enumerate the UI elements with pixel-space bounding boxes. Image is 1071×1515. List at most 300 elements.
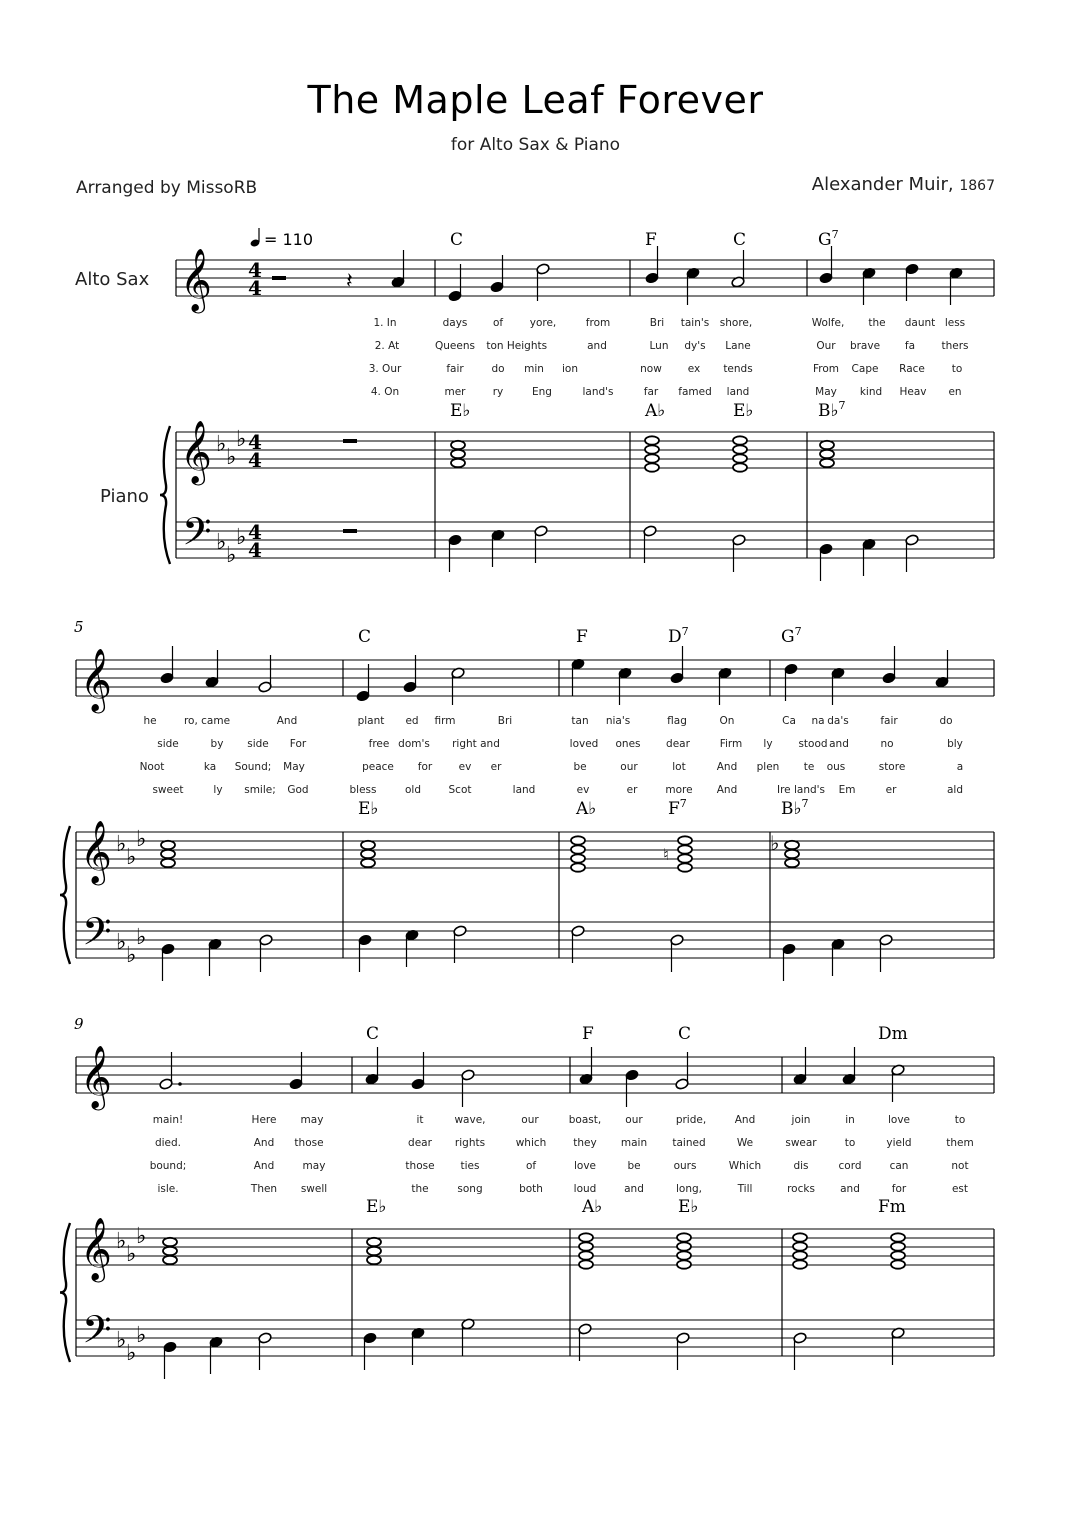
lyric-syllable: stood xyxy=(798,738,828,750)
lyric-syllable: For xyxy=(289,738,307,750)
key-flat-icon: ♭ xyxy=(136,925,147,950)
chord-note-icon xyxy=(367,1247,381,1255)
time-signature-bottom: 4 xyxy=(248,448,262,472)
lyric-syllable: From xyxy=(812,363,840,375)
lyric-syllable: Cape xyxy=(851,363,879,375)
lyric-syllable: them xyxy=(946,1137,974,1149)
instrument-label-piano: Piano xyxy=(100,486,149,507)
lyric-syllable: join xyxy=(791,1114,811,1126)
key-flat-icon: ♭ xyxy=(216,530,227,555)
key-flat-icon: ♭ xyxy=(116,1328,127,1353)
lyric-syllable: Heav xyxy=(899,386,927,398)
sax-chord-symbol: $G^7$ xyxy=(818,228,839,250)
lyric-syllable: our xyxy=(620,761,638,773)
lyric-syllable: wave, xyxy=(454,1114,486,1126)
time-signature-top: 4 xyxy=(248,258,262,282)
lyric-syllable: to xyxy=(951,363,963,375)
lyric-syllable: On xyxy=(719,715,735,727)
bass-clef-icon: 𝄢 xyxy=(82,1307,112,1361)
piano-brace-icon xyxy=(60,826,70,964)
piano-chord-symbol: E♭ xyxy=(678,1197,699,1217)
tempo-value: = 110 xyxy=(264,230,314,249)
lyric-syllable: est xyxy=(951,1183,969,1195)
key-flat-icon: ♭ xyxy=(236,427,247,452)
key-flat-icon: ♭ xyxy=(116,930,127,955)
lyric-syllable: Lun xyxy=(649,340,669,352)
lyric-syllable: Em xyxy=(838,784,856,796)
lyric-syllable: do xyxy=(939,715,953,727)
lyric-syllable: famed xyxy=(678,386,712,398)
chord-note-icon xyxy=(785,850,799,858)
lyric-syllable: for xyxy=(417,761,433,773)
chord-note-icon xyxy=(891,1251,905,1259)
chord-note-icon xyxy=(678,845,692,853)
lyric-syllable: long, xyxy=(676,1183,702,1195)
score-subtitle: for Alto Sax & Piano xyxy=(450,135,621,155)
key-flat-icon: ♭ xyxy=(126,1242,137,1267)
lyric-syllable: And xyxy=(734,1114,756,1126)
key-flat-icon: ♭ xyxy=(136,1323,147,1348)
chord-note-icon xyxy=(579,1233,593,1241)
lyric-syllable: ly xyxy=(763,738,773,750)
lyric-syllable: side xyxy=(157,738,179,750)
chord-note-icon xyxy=(451,450,465,458)
composer-year: 1867 xyxy=(959,178,995,194)
lyric-syllable: er xyxy=(490,761,502,773)
lyric-syllable: ones xyxy=(615,738,641,750)
lyric-syllable: Lane xyxy=(725,340,751,352)
chord-note-icon xyxy=(361,859,375,867)
lyric-syllable: do xyxy=(491,363,505,375)
chord-note-icon xyxy=(677,1251,691,1259)
chord-note-icon xyxy=(785,859,799,867)
lyric-syllable: ly xyxy=(213,784,223,796)
lyric-syllable: bly xyxy=(947,738,963,750)
chord-note-icon xyxy=(361,841,375,849)
lyric-syllable: now xyxy=(640,363,662,375)
lyric-syllable: which xyxy=(515,1137,547,1149)
lyric-syllable: Firm xyxy=(719,738,743,750)
lyric-syllable: swear xyxy=(785,1137,817,1149)
lyric-syllable: ry xyxy=(492,386,504,398)
lyric-syllable: Which xyxy=(728,1160,762,1172)
chord-note-icon xyxy=(678,863,692,871)
lyric-syllable: Queens xyxy=(435,340,475,352)
lyric-syllable: smile; xyxy=(244,784,276,796)
lyric-syllable: te xyxy=(803,761,815,773)
chord-note-icon xyxy=(793,1233,807,1241)
lyric-syllable: mer xyxy=(444,386,466,398)
chord-note-icon xyxy=(163,1247,177,1255)
chord-note-icon xyxy=(163,1256,177,1264)
lyric-syllable: tain's xyxy=(680,317,710,329)
lyric-syllable: those xyxy=(294,1137,324,1149)
chord-note-icon xyxy=(645,454,659,462)
chord-note-icon xyxy=(820,441,834,449)
key-flat-icon: ♭ xyxy=(126,845,137,870)
chord-note-icon xyxy=(451,459,465,467)
piano-chord-symbol: E♭ xyxy=(450,401,471,421)
chord-note-icon xyxy=(571,836,585,844)
lyric-syllable: tained xyxy=(672,1137,706,1149)
lyric-syllable: Bri xyxy=(649,317,665,329)
lyric-syllable: a xyxy=(956,761,964,773)
lyric-syllable: 1. In xyxy=(373,317,397,329)
lyric-syllable: and xyxy=(840,1183,860,1195)
lyric-syllable: and xyxy=(587,340,607,352)
key-flat-icon: ♭ xyxy=(116,832,127,857)
lyric-syllable: dy's xyxy=(684,340,706,352)
lyric-syllable: Sound; xyxy=(234,761,272,773)
key-flat-icon: ♭ xyxy=(226,445,237,470)
piano-chord-symbol: A♭ xyxy=(645,401,666,421)
lyric-syllable: main xyxy=(620,1137,648,1149)
lyric-syllable: sweet xyxy=(152,784,184,796)
flat-sign-icon: ♭ xyxy=(770,831,780,855)
lyric-syllable: store xyxy=(878,761,906,773)
time-signature-top: 4 xyxy=(248,520,262,544)
key-flat-icon: ♭ xyxy=(136,1224,147,1249)
lyric-syllable: Here xyxy=(251,1114,277,1126)
time-signature-top: 4 xyxy=(248,430,262,454)
lyric-syllable: Eng xyxy=(532,386,552,398)
chord-note-icon xyxy=(367,1256,381,1264)
lyric-syllable: plen xyxy=(756,761,780,773)
lyric-syllable: daunt xyxy=(904,317,936,329)
lyric-syllable: both xyxy=(519,1183,543,1195)
lyric-syllable: And xyxy=(253,1137,275,1149)
lyric-syllable: And xyxy=(253,1160,275,1172)
key-flat-icon: ♭ xyxy=(136,827,147,852)
lyric-syllable: ed xyxy=(405,715,419,727)
lyric-syllable: died. xyxy=(154,1137,182,1149)
lyric-syllable: he xyxy=(143,715,157,727)
chord-note-icon xyxy=(891,1233,905,1241)
lyric-syllable: Ca xyxy=(782,715,796,727)
lyric-syllable: it xyxy=(416,1114,424,1126)
chord-note-icon xyxy=(891,1242,905,1250)
lyric-syllable: pride, xyxy=(675,1114,707,1126)
lyric-syllable: main! xyxy=(152,1114,184,1126)
lyric-syllable: rights xyxy=(454,1137,486,1149)
key-flat-icon: ♭ xyxy=(236,525,247,550)
lyric-syllable: may xyxy=(300,1114,324,1126)
composer-name: Alexander Muir, xyxy=(811,174,954,195)
lyric-syllable: old xyxy=(404,784,422,796)
lyric-syllable: to xyxy=(954,1114,966,1126)
chord-note-icon xyxy=(733,436,747,444)
lyric-syllable: they xyxy=(573,1137,597,1149)
lyric-syllable: Ire land's xyxy=(776,784,826,796)
piano-chord-symbol: Fm xyxy=(878,1197,906,1217)
lyric-syllable: lot xyxy=(672,761,686,773)
lyric-syllable: fair xyxy=(446,363,464,375)
lyric-syllable: ev xyxy=(576,784,590,796)
lyric-syllable: of xyxy=(492,317,504,329)
lyric-syllable: dom's xyxy=(398,738,430,750)
chord-note-icon xyxy=(793,1251,807,1259)
lyric-syllable: and xyxy=(624,1183,644,1195)
key-flat-icon: ♭ xyxy=(116,1229,127,1254)
half-rest-icon xyxy=(272,276,286,280)
lyric-syllable: land's xyxy=(582,386,614,398)
piano-brace-icon xyxy=(160,426,170,564)
lyric-syllable: our xyxy=(625,1114,643,1126)
treble-clef-icon: 𝄞 xyxy=(80,1217,112,1280)
time-signature-bottom: 4 xyxy=(248,276,262,300)
chord-note-icon xyxy=(793,1242,807,1250)
lyric-syllable: to xyxy=(844,1137,856,1149)
lyric-syllable: be xyxy=(627,1160,641,1172)
bass-clef-icon: 𝄢 xyxy=(182,509,212,563)
lyric-syllable: dear xyxy=(666,738,690,750)
whole-rest-icon xyxy=(343,529,357,533)
chord-note-icon xyxy=(571,845,585,853)
lyric-syllable: thers xyxy=(941,340,969,352)
lyric-syllable: And xyxy=(716,761,738,773)
lyric-syllable: swell xyxy=(300,1183,328,1195)
piano-chord-symbol: B♭$^7$ xyxy=(781,797,809,819)
key-flat-icon: ♭ xyxy=(226,543,237,568)
lyric-syllable: loud xyxy=(573,1183,597,1195)
lyric-syllable: days xyxy=(442,317,468,329)
lyric-syllable: Scot xyxy=(448,784,472,796)
chord-note-icon xyxy=(820,450,834,458)
lyric-syllable: ro, came xyxy=(183,715,231,727)
sax-chord-symbol: F xyxy=(645,230,657,250)
lyric-syllable: flag xyxy=(667,715,687,727)
lyric-syllable: min xyxy=(524,363,544,375)
chord-note-icon xyxy=(645,445,659,453)
lyric-syllable: ald xyxy=(946,784,964,796)
lyric-syllable: in xyxy=(845,1114,855,1126)
lyric-syllable: May xyxy=(283,761,305,773)
lyric-syllable: Heights xyxy=(506,340,548,352)
chord-note-icon xyxy=(161,850,175,858)
lyric-syllable: shore, xyxy=(719,317,753,329)
lyric-syllable: Wolfe, xyxy=(811,317,845,329)
lyric-syllable: song xyxy=(457,1183,483,1195)
lyric-syllable: no xyxy=(880,738,894,750)
dot-icon xyxy=(178,1082,182,1086)
lyric-syllable: the xyxy=(868,317,886,329)
tempo-marking xyxy=(250,228,313,249)
sax-chord-symbol: C xyxy=(366,1024,380,1044)
chord-note-icon xyxy=(793,1260,807,1268)
sax-chord-symbol: F xyxy=(582,1024,594,1044)
lyric-syllable: land xyxy=(726,386,750,398)
lyric-syllable: boast, xyxy=(568,1114,602,1126)
chord-note-icon xyxy=(733,445,747,453)
sax-chord-symbol: F xyxy=(576,627,588,647)
chord-note-icon xyxy=(645,463,659,471)
lyric-syllable: more xyxy=(665,784,693,796)
key-flat-icon: ♭ xyxy=(216,432,227,457)
chord-note-icon xyxy=(163,1238,177,1246)
chord-note-icon xyxy=(733,463,747,471)
lyric-syllable: right and xyxy=(452,738,500,750)
lyric-syllable: tan xyxy=(571,715,589,727)
lyric-syllable: land xyxy=(512,784,536,796)
sax-chord-symbol: $G^7$ xyxy=(781,625,802,647)
piano-chord-symbol: A♭ xyxy=(582,1197,603,1217)
lyric-syllable: Noot xyxy=(139,761,165,773)
lyric-syllable: and xyxy=(829,738,849,750)
lyric-syllable: Bri xyxy=(497,715,513,727)
piano-brace-icon xyxy=(60,1223,70,1362)
chord-note-icon xyxy=(677,1233,691,1241)
chord-note-icon xyxy=(677,1242,691,1250)
chord-note-icon xyxy=(571,863,585,871)
arranger-credit: Arranged by MissoRB xyxy=(76,178,258,198)
chord-note-icon xyxy=(785,841,799,849)
lyric-syllable: 4. On xyxy=(370,386,400,398)
lyric-syllable: Till xyxy=(737,1183,753,1195)
treble-clef-icon: 𝄞 xyxy=(80,648,112,711)
lyric-syllable: ka xyxy=(203,761,217,773)
lyric-syllable: from xyxy=(585,317,611,329)
piano-chord-symbol: E♭ xyxy=(366,1197,387,1217)
chord-note-icon xyxy=(361,850,375,858)
sax-chord-symbol: C xyxy=(450,230,464,250)
lyric-syllable: for xyxy=(891,1183,907,1195)
lyric-syllable: cord xyxy=(838,1160,862,1172)
lyric-syllable: our xyxy=(521,1114,539,1126)
lyric-syllable: peace xyxy=(362,761,394,773)
lyric-syllable: bound; xyxy=(149,1160,187,1172)
lyric-syllable: tends xyxy=(723,363,753,375)
sax-chord-symbol: C xyxy=(358,627,372,647)
lyric-syllable: love xyxy=(573,1160,597,1172)
lyric-syllable: 3. Our xyxy=(368,363,402,375)
lyric-syllable: Then xyxy=(250,1183,278,1195)
lyric-syllable: love xyxy=(887,1114,911,1126)
lyric-syllable: brave xyxy=(849,340,881,352)
lyric-syllable: loved xyxy=(569,738,599,750)
lyric-syllable: nia's xyxy=(605,715,631,727)
chord-note-icon xyxy=(891,1260,905,1268)
lyric-syllable: er xyxy=(885,784,897,796)
lyric-syllable: na xyxy=(811,715,825,727)
lyric-syllable: 2. At xyxy=(374,340,400,352)
time-signature-bottom: 4 xyxy=(248,538,262,562)
lyric-syllable: en xyxy=(948,386,962,398)
sax-chord-symbol: $D^7$ xyxy=(668,625,689,647)
lyric-syllable: dis xyxy=(793,1160,809,1172)
bass-clef-icon: 𝄢 xyxy=(82,909,112,963)
lyric-syllable: may xyxy=(302,1160,326,1172)
lyric-syllable: ton xyxy=(486,340,504,352)
treble-clef-icon: 𝄞 xyxy=(180,420,212,483)
piano-chord-symbol: E♭ xyxy=(733,401,754,421)
chord-note-icon xyxy=(678,854,692,862)
key-flat-icon: ♭ xyxy=(126,943,137,968)
lyric-syllable: free xyxy=(368,738,390,750)
chord-note-icon xyxy=(678,836,692,844)
piano-chord-symbol: B♭$^7$ xyxy=(818,399,846,421)
lyric-syllable: And xyxy=(716,784,738,796)
lyric-syllable: yield xyxy=(886,1137,912,1149)
lyric-syllable: da's xyxy=(827,715,849,727)
lyric-syllable: isle. xyxy=(157,1183,179,1195)
chord-note-icon xyxy=(451,441,465,449)
natural-sign-icon: ♮ xyxy=(663,845,669,864)
sax-chord-symbol: C xyxy=(733,230,747,250)
score-systems xyxy=(60,228,994,1379)
sax-chord-symbol: Dm xyxy=(878,1024,908,1044)
lyric-syllable: bless xyxy=(349,784,377,796)
lyric-syllable: ties xyxy=(460,1160,480,1172)
chord-note-icon xyxy=(161,841,175,849)
treble-clef-icon: 𝄞 xyxy=(180,248,212,311)
lyric-syllable: yore, xyxy=(529,317,557,329)
whole-rest-icon xyxy=(343,439,357,443)
chord-note-icon xyxy=(677,1260,691,1268)
lyric-syllable: God xyxy=(287,784,309,796)
measure-number: 5 xyxy=(74,618,84,636)
lyric-syllable: ous xyxy=(826,761,846,773)
chord-note-icon xyxy=(571,854,585,862)
lyric-syllable: ion xyxy=(562,363,578,375)
chord-note-icon xyxy=(733,454,747,462)
treble-clef-icon: 𝄞 xyxy=(80,820,112,883)
treble-clef-icon: 𝄞 xyxy=(80,1045,112,1108)
lyric-syllable: We xyxy=(736,1137,754,1149)
lyric-syllable: less xyxy=(944,317,966,329)
instrument-label-alto-sax: Alto Sax xyxy=(75,269,150,290)
lyric-syllable: plant xyxy=(357,715,385,727)
piano-chord-symbol: A♭ xyxy=(576,799,597,819)
lyric-syllable: not xyxy=(951,1160,969,1172)
lyric-syllable: by xyxy=(210,738,224,750)
piano-chord-symbol: $F^7$ xyxy=(668,797,687,819)
lyric-syllable: can xyxy=(889,1160,909,1172)
quarter-rest-icon: 𝄽 xyxy=(346,269,353,294)
lyric-syllable: fair xyxy=(880,715,898,727)
chord-note-icon xyxy=(579,1260,593,1268)
lyric-syllable: Race xyxy=(899,363,925,375)
lyric-syllable: fa xyxy=(904,340,916,352)
lyric-syllable: May xyxy=(815,386,837,398)
lyric-syllable: be xyxy=(573,761,587,773)
sax-chord-symbol: C xyxy=(678,1024,692,1044)
lyric-syllable: Our xyxy=(816,340,836,352)
score-title: The Maple Leaf Forever xyxy=(307,78,764,122)
measure-number: 9 xyxy=(74,1015,84,1033)
lyric-syllable: ours xyxy=(673,1160,697,1172)
chord-note-icon xyxy=(579,1251,593,1259)
lyric-syllable: those xyxy=(405,1160,435,1172)
chord-note-icon xyxy=(820,459,834,467)
lyric-syllable: far xyxy=(643,386,659,398)
key-flat-icon: ♭ xyxy=(126,1341,137,1366)
chord-note-icon xyxy=(161,859,175,867)
lyric-syllable: firm xyxy=(434,715,456,727)
lyric-syllable: dear xyxy=(408,1137,432,1149)
lyric-syllable: And xyxy=(276,715,298,727)
lyric-syllable: ev xyxy=(458,761,472,773)
lyric-syllable: ex xyxy=(687,363,701,375)
lyric-syllable: kind xyxy=(859,386,883,398)
lyric-syllable: the xyxy=(411,1183,429,1195)
chord-note-icon xyxy=(579,1242,593,1250)
lyric-syllable: side xyxy=(247,738,269,750)
lyric-syllable: of xyxy=(525,1160,537,1172)
chord-note-icon xyxy=(645,436,659,444)
lyric-syllable: er xyxy=(626,784,638,796)
chord-note-icon xyxy=(367,1238,381,1246)
lyric-syllable: rocks xyxy=(787,1183,815,1195)
